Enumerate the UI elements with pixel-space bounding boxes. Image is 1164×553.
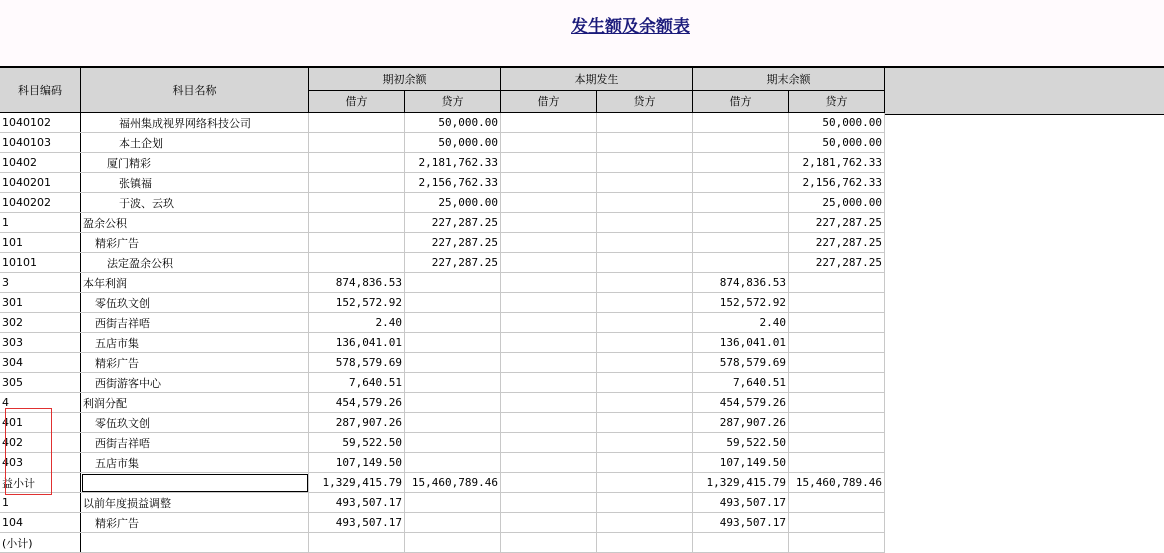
cell-closing-debit[interactable]: 152,572.92: [693, 293, 789, 313]
cell-current-credit[interactable]: [597, 133, 693, 153]
table-row[interactable]: [0, 373, 885, 393]
cell-code[interactable]: 1: [0, 213, 81, 233]
cell-closing-debit[interactable]: [693, 173, 789, 193]
table-row[interactable]: [0, 493, 885, 513]
cell-code[interactable]: 1040201: [0, 173, 81, 193]
table-row[interactable]: [0, 473, 885, 493]
cell-name[interactable]: 西街吉祥唔: [81, 433, 309, 453]
cell-closing-credit[interactable]: 227,287.25: [789, 253, 885, 273]
cell-code[interactable]: 10101: [0, 253, 81, 273]
cell-opening-debit[interactable]: 152,572.92: [309, 293, 405, 313]
cell-opening-debit[interactable]: 454,579.26: [309, 393, 405, 413]
cell-closing-debit[interactable]: 59,522.50: [693, 433, 789, 453]
cell-closing-credit[interactable]: [789, 373, 885, 393]
cell-code[interactable]: (小计): [0, 533, 81, 553]
cell-opening-credit[interactable]: [405, 493, 501, 513]
cell-closing-debit[interactable]: 1,329,415.79: [693, 473, 789, 493]
cell-current-debit[interactable]: [501, 453, 597, 473]
cell-opening-credit[interactable]: 227,287.25: [405, 213, 501, 233]
cell-opening-credit[interactable]: 227,287.25: [405, 233, 501, 253]
cell-current-debit[interactable]: [501, 273, 597, 293]
header-opening-credit[interactable]: 贷方: [405, 90, 501, 113]
cell-current-debit[interactable]: [501, 413, 597, 433]
cell-closing-credit[interactable]: [789, 313, 885, 333]
table-body: [0, 113, 885, 553]
cell-current-credit[interactable]: [597, 453, 693, 473]
cell-current-credit[interactable]: [597, 253, 693, 273]
header-filler: [884, 66, 1164, 115]
cell-closing-credit[interactable]: 50,000.00: [789, 113, 885, 133]
table-row[interactable]: [0, 513, 885, 533]
cell-closing-debit[interactable]: 454,579.26: [693, 393, 789, 413]
cell-current-credit[interactable]: [597, 233, 693, 253]
table-row[interactable]: [0, 133, 885, 153]
cell-opening-credit[interactable]: 25,000.00: [405, 193, 501, 213]
cell-current-debit[interactable]: [501, 293, 597, 313]
cell-code[interactable]: 益小计: [0, 473, 81, 493]
cell-current-debit[interactable]: [501, 393, 597, 413]
cell-name[interactable]: 本土企划: [81, 133, 309, 153]
cell-code[interactable]: 304: [0, 353, 81, 373]
table-row[interactable]: [0, 533, 885, 553]
cell-opening-credit[interactable]: [405, 293, 501, 313]
cell-opening-debit[interactable]: [309, 533, 405, 553]
cell-closing-debit[interactable]: 107,149.50: [693, 453, 789, 473]
cell-closing-debit[interactable]: 136,041.01: [693, 333, 789, 353]
cell-code[interactable]: 101: [0, 233, 81, 253]
cell-opening-credit[interactable]: [405, 453, 501, 473]
header-closing-balance[interactable]: 期末余额: [693, 67, 885, 90]
cell-opening-debit[interactable]: [309, 233, 405, 253]
cell-current-credit[interactable]: [597, 473, 693, 493]
cell-opening-debit[interactable]: 1,329,415.79: [309, 473, 405, 493]
cell-current-credit[interactable]: [597, 333, 693, 353]
cell-opening-credit[interactable]: [405, 273, 501, 293]
cell-current-credit[interactable]: [597, 153, 693, 173]
cell-current-debit[interactable]: [501, 213, 597, 233]
cell-closing-debit[interactable]: 7,640.51: [693, 373, 789, 393]
cell-current-debit[interactable]: [501, 373, 597, 393]
cell-code[interactable]: 10402: [0, 153, 81, 173]
cell-current-debit[interactable]: [501, 173, 597, 193]
table-row[interactable]: [0, 433, 885, 453]
cell-name[interactable]: 五店市集: [81, 453, 309, 473]
header-closing-credit[interactable]: 贷方: [789, 90, 885, 113]
cell-name[interactable]: 西街游客中心: [81, 373, 309, 393]
cell-closing-credit[interactable]: 15,460,789.46: [789, 473, 885, 493]
cell-closing-credit[interactable]: [789, 533, 885, 553]
cell-name[interactable]: 利润分配: [81, 393, 309, 413]
cell-current-debit[interactable]: [501, 313, 597, 333]
table-row[interactable]: [0, 333, 885, 353]
cell-opening-credit[interactable]: [405, 433, 501, 453]
table-row[interactable]: [0, 193, 885, 213]
cell-code[interactable]: 3: [0, 273, 81, 293]
cell-code[interactable]: 302: [0, 313, 81, 333]
cell-opening-debit[interactable]: [309, 213, 405, 233]
cell-closing-credit[interactable]: [789, 433, 885, 453]
table-row[interactable]: [0, 353, 885, 373]
cell-closing-credit[interactable]: 227,287.25: [789, 233, 885, 253]
cell-current-credit[interactable]: [597, 273, 693, 293]
cell-current-credit[interactable]: [597, 513, 693, 533]
table-row[interactable]: [0, 393, 885, 413]
table-row[interactable]: [0, 313, 885, 333]
cell-name[interactable]: 五店市集: [81, 333, 309, 353]
cell-opening-debit[interactable]: 2.40: [309, 313, 405, 333]
table-row[interactable]: [0, 233, 885, 253]
cell-closing-credit[interactable]: [789, 393, 885, 413]
cell-code[interactable]: 301: [0, 293, 81, 313]
cell-name[interactable]: 精彩广告: [81, 353, 309, 373]
table-row[interactable]: [0, 253, 885, 273]
cell-code[interactable]: 403: [0, 453, 81, 473]
cell-closing-debit[interactable]: [693, 253, 789, 273]
cell-opening-debit[interactable]: 493,507.17: [309, 493, 405, 513]
cell-opening-credit[interactable]: [405, 533, 501, 553]
table-row[interactable]: [0, 153, 885, 173]
cell-closing-debit[interactable]: 578,579.69: [693, 353, 789, 373]
cell-opening-credit[interactable]: [405, 413, 501, 433]
cell-closing-credit[interactable]: [789, 353, 885, 373]
cell-current-credit[interactable]: [597, 353, 693, 373]
cell-opening-debit[interactable]: [309, 133, 405, 153]
cell-name[interactable]: [81, 473, 309, 493]
cell-closing-debit[interactable]: 493,507.17: [693, 513, 789, 533]
cell-current-credit[interactable]: [597, 493, 693, 513]
cell-current-credit[interactable]: [597, 533, 693, 553]
cell-name[interactable]: 西街吉祥唔: [81, 313, 309, 333]
cell-opening-debit[interactable]: 493,507.17: [309, 513, 405, 533]
table-row[interactable]: [0, 413, 885, 433]
cell-closing-credit[interactable]: 50,000.00: [789, 133, 885, 153]
header-closing-debit[interactable]: 借方: [693, 90, 789, 113]
cell-name[interactable]: 于波、云玖: [81, 193, 309, 213]
cell-current-credit[interactable]: [597, 213, 693, 233]
cell-closing-debit[interactable]: 874,836.53: [693, 273, 789, 293]
cell-code[interactable]: 303: [0, 333, 81, 353]
cell-current-credit[interactable]: [597, 393, 693, 413]
cell-current-debit[interactable]: [501, 113, 597, 133]
cell-current-credit[interactable]: [597, 313, 693, 333]
cell-opening-credit[interactable]: [405, 333, 501, 353]
cell-current-debit[interactable]: [501, 433, 597, 453]
header-current-debit[interactable]: 借方: [501, 90, 597, 113]
cell-opening-debit[interactable]: [309, 253, 405, 273]
cell-name[interactable]: 盈余公积: [81, 213, 309, 233]
header-current-credit[interactable]: 贷方: [597, 90, 693, 113]
cell-current-credit[interactable]: [597, 373, 693, 393]
cell-current-credit[interactable]: [597, 173, 693, 193]
cell-code[interactable]: 401: [0, 413, 81, 433]
balance-table: [0, 66, 885, 553]
cell-current-debit[interactable]: [501, 253, 597, 273]
cell-closing-debit[interactable]: 493,507.17: [693, 493, 789, 513]
cell-opening-debit[interactable]: 287,907.26: [309, 413, 405, 433]
cell-opening-debit[interactable]: 578,579.69: [309, 353, 405, 373]
cell-opening-credit[interactable]: [405, 373, 501, 393]
cell-closing-credit[interactable]: [789, 453, 885, 473]
cell-current-debit[interactable]: [501, 133, 597, 153]
cell-closing-debit[interactable]: 2.40: [693, 313, 789, 333]
cell-current-debit[interactable]: [501, 153, 597, 173]
cell-opening-debit[interactable]: 107,149.50: [309, 453, 405, 473]
cell-code[interactable]: 1040103: [0, 133, 81, 153]
cell-opening-credit[interactable]: 15,460,789.46: [405, 473, 501, 493]
cell-current-debit[interactable]: [501, 513, 597, 533]
table-row[interactable]: [0, 113, 885, 133]
header-name[interactable]: 科目名称: [81, 67, 309, 113]
cell-closing-credit[interactable]: [789, 333, 885, 353]
cell-current-debit[interactable]: [501, 333, 597, 353]
cell-current-debit[interactable]: [501, 233, 597, 253]
cell-current-credit[interactable]: [597, 413, 693, 433]
cell-closing-credit[interactable]: [789, 513, 885, 533]
cell-closing-credit[interactable]: 2,181,762.33: [789, 153, 885, 173]
cell-closing-debit[interactable]: [693, 113, 789, 133]
cell-closing-credit[interactable]: 25,000.00: [789, 193, 885, 213]
header-opening-balance[interactable]: 期初余额: [309, 67, 501, 90]
cell-closing-credit[interactable]: 2,156,762.33: [789, 173, 885, 193]
cell-opening-debit[interactable]: 59,522.50: [309, 433, 405, 453]
cell-closing-debit[interactable]: [693, 233, 789, 253]
cell-code[interactable]: 305: [0, 373, 81, 393]
cell-name[interactable]: 以前年度损益调整: [81, 493, 309, 513]
cell-opening-credit[interactable]: [405, 513, 501, 533]
cell-opening-credit[interactable]: 50,000.00: [405, 113, 501, 133]
cell-closing-debit[interactable]: [693, 133, 789, 153]
cell-code[interactable]: 1040202: [0, 193, 81, 213]
cell-closing-credit[interactable]: [789, 493, 885, 513]
cell-current-debit[interactable]: [501, 533, 597, 553]
cell-closing-credit[interactable]: [789, 273, 885, 293]
table-row[interactable]: [0, 173, 885, 193]
cell-opening-credit[interactable]: 50,000.00: [405, 133, 501, 153]
cell-opening-credit[interactable]: [405, 313, 501, 333]
cell-code[interactable]: 1040102: [0, 113, 81, 133]
cell-code[interactable]: 402: [0, 433, 81, 453]
cell-opening-debit[interactable]: [309, 113, 405, 133]
cell-current-debit[interactable]: [501, 473, 597, 493]
cell-name[interactable]: 福州集成视界网络科技公司: [81, 113, 309, 133]
cell-opening-debit[interactable]: 7,640.51: [309, 373, 405, 393]
cell-name[interactable]: 张镇福: [81, 173, 309, 193]
cell-current-debit[interactable]: [501, 193, 597, 213]
cell-closing-debit[interactable]: [693, 213, 789, 233]
cell-closing-debit[interactable]: 287,907.26: [693, 413, 789, 433]
cell-opening-debit[interactable]: 136,041.01: [309, 333, 405, 353]
cell-code[interactable]: 104: [0, 513, 81, 533]
cell-current-credit[interactable]: [597, 433, 693, 453]
cell-current-credit[interactable]: [597, 293, 693, 313]
cell-opening-credit[interactable]: 2,181,762.33: [405, 153, 501, 173]
cell-name[interactable]: 本年利润: [81, 273, 309, 293]
cell-opening-debit[interactable]: [309, 193, 405, 213]
cell-opening-debit[interactable]: [309, 173, 405, 193]
cell-code[interactable]: 4: [0, 393, 81, 413]
table-row[interactable]: [0, 293, 885, 313]
cell-name[interactable]: 法定盈余公积: [81, 253, 309, 273]
header-opening-debit[interactable]: 借方: [309, 90, 405, 113]
cell-name[interactable]: 零伍玖文创: [81, 293, 309, 313]
cell-name[interactable]: 精彩广告: [81, 513, 309, 533]
cell-closing-debit[interactable]: [693, 533, 789, 553]
cell-opening-credit[interactable]: [405, 353, 501, 373]
cell-current-debit[interactable]: [501, 493, 597, 513]
report-title-area: [0, 0, 1164, 66]
cell-name[interactable]: 厦门精彩: [81, 153, 309, 173]
table-row[interactable]: [0, 213, 885, 233]
report-title[interactable]: 发生额及余额表: [571, 17, 690, 37]
cell-closing-debit[interactable]: [693, 153, 789, 173]
cell-name[interactable]: 零伍玖文创: [81, 413, 309, 433]
cell-opening-credit[interactable]: [405, 393, 501, 413]
cell-closing-debit[interactable]: [693, 193, 789, 213]
cell-opening-credit[interactable]: 2,156,762.33: [405, 173, 501, 193]
cell-closing-credit[interactable]: [789, 413, 885, 433]
cell-name[interactable]: 精彩广告: [81, 233, 309, 253]
cell-closing-credit[interactable]: 227,287.25: [789, 213, 885, 233]
cell-opening-debit[interactable]: 874,836.53: [309, 273, 405, 293]
cell-current-credit[interactable]: [597, 193, 693, 213]
header-current-period[interactable]: 本期发生: [501, 67, 693, 90]
cell-opening-debit[interactable]: [309, 153, 405, 173]
table-row[interactable]: [0, 273, 885, 293]
cell-current-credit[interactable]: [597, 113, 693, 133]
cell-code[interactable]: 1: [0, 493, 81, 513]
cell-name[interactable]: [81, 533, 309, 553]
cell-current-debit[interactable]: [501, 353, 597, 373]
cell-opening-credit[interactable]: 227,287.25: [405, 253, 501, 273]
cell-closing-credit[interactable]: [789, 293, 885, 313]
header-code[interactable]: 科目编码: [0, 67, 81, 113]
table-row[interactable]: [0, 453, 885, 473]
